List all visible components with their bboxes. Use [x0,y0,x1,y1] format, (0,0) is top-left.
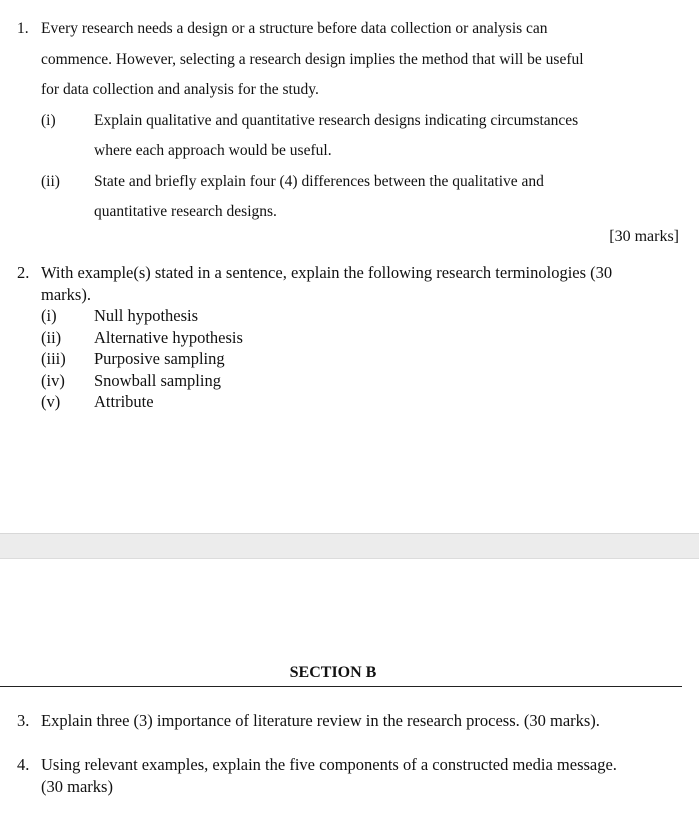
term-text: Alternative hypothesis [94,327,243,347]
part-label: (i) [41,111,56,129]
question-3 [17,710,687,732]
question-2-number: 2. [17,263,30,282]
question-2 [17,262,677,413]
term-label: (v) [41,392,61,411]
question-4 [17,754,687,798]
term-text: Snowball sampling [94,370,221,390]
question-2-line: With example(s) stated in a sentence, explain the following research terminologies (30 [41,263,613,282]
question-1-part-ii [17,167,677,228]
question-1-line: commence. However, selecting a research design implies the method that will be useful [41,50,584,68]
question-1-line: Every research needs a design or a structure before data collection or analysis can [41,20,548,37]
question-1-stem [41,14,677,106]
question-1 [17,14,677,228]
part-line: State and briefly explain four (4) differences between the qualitative and [94,172,544,190]
question-1-number: 1. [17,20,29,37]
term-item [17,348,677,370]
part-label: (ii) [41,172,60,190]
term-label: (iv) [41,370,65,390]
question-4-line: (30 marks) [41,777,113,796]
section-divider [0,686,682,687]
term-label: (iii) [41,349,66,368]
term-label: (ii) [41,327,62,347]
question-2-stem [41,262,677,305]
question-1-marks: [30 marks] [609,228,679,245]
question-3-number: 3. [17,711,30,730]
term-text: Attribute [94,392,154,411]
question-2-line: marks). [41,284,91,304]
question-4-line: Using relevant examples, explain the five components of a constructed media message. [41,755,617,774]
section-b-title: SECTION B [289,664,377,681]
question-4-number: 4. [17,755,30,774]
question-1-part-i [17,106,677,167]
term-item [17,327,677,349]
page-break-gap [0,533,699,559]
part-line: quantitative research designs. [94,203,277,220]
term-label: (i) [41,306,57,325]
term-text: Purposive sampling [94,349,225,368]
term-item [17,370,677,392]
term-text: Null hypothesis [94,306,199,325]
question-4-stem [41,754,687,798]
term-item [17,391,677,413]
part-line: where each approach would be useful. [94,142,332,159]
question-1-line: for data collection and analysis for the study. [41,81,319,98]
part-line: Explain qualitative and quantitative research designs indicating circumstances [94,111,579,129]
question-3-text: Explain three (3) importance of literature review in the research process. (30 marks). [41,711,600,730]
term-item [17,305,677,327]
